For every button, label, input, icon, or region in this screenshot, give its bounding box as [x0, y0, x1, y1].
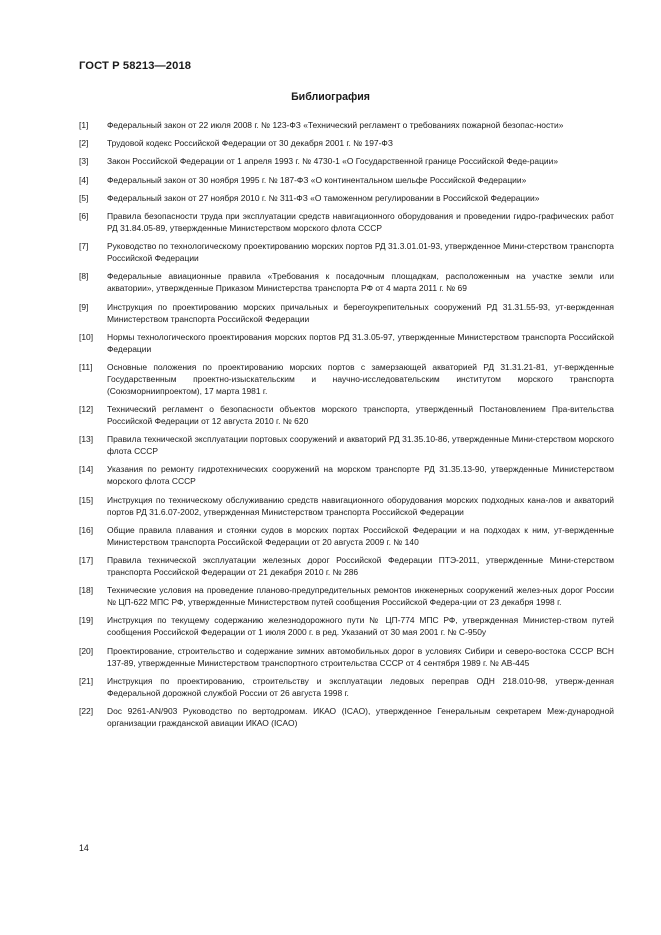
bibliography-entry	[79, 463, 614, 487]
entry-text: Закон Российской Федерации от 1 апреля 1993 г. № 4730-1 «О Государственной границе Российской Феде-рации»	[107, 156, 559, 167]
entry-text: Технический регламент о безопасности объектов морского транспорта, утвержденный Постановлением Пра-вительства Российской Федерации от 12 августа 2010 г. № 620	[107, 404, 614, 427]
bibliography-list	[79, 119, 614, 735]
bibliography-entry	[79, 433, 614, 457]
bibliography-entry	[79, 584, 614, 608]
bibliography-entry	[79, 361, 614, 397]
entry-number: [16]	[79, 524, 94, 535]
bibliography-entry	[79, 210, 614, 234]
entry-number: [4]	[79, 174, 89, 185]
entry-number: [14]	[79, 464, 94, 475]
bibliography-entry	[79, 174, 614, 186]
entry-number: [8]	[79, 271, 89, 282]
entry-number: [6]	[79, 210, 89, 221]
entry-text: Инструкция по проектированию морских причальных и берегоукрепительных сооружений РД 31.31.55-93, ут-вержденная Министерством транспорта Российской Федерации	[107, 301, 614, 324]
bibliography-entry	[79, 137, 614, 149]
entry-text: Федеральный закон от 30 ноября 1995 г. № 187-ФЗ «О континентальном шельфе Российской Федерации»	[107, 174, 527, 185]
entry-number: [2]	[79, 138, 89, 149]
entry-text: Федеральный закон от 22 июля 2008 г. № 123-ФЗ «Технический регламент о требованиях пожарной безопас-ности»	[107, 120, 564, 130]
page-number: 14	[79, 843, 89, 853]
entry-text: Общие правила плавания и стоянки судов в морских портах Российской Федерации и на подходах к ним, ут-вержденные Министерством транспорта Российской Федерации от 20 августа 2009 г. № 140	[107, 524, 614, 547]
entry-number: [7]	[79, 241, 89, 252]
entry-number: [22]	[79, 705, 94, 716]
bibliography-entry	[79, 403, 614, 427]
bibliography-entry	[79, 192, 614, 204]
entry-number: [11]	[79, 361, 93, 372]
bibliography-entry	[79, 301, 614, 325]
bibliography-entry	[79, 155, 614, 167]
entry-number: [3]	[79, 156, 89, 167]
entry-number: [1]	[79, 120, 89, 130]
entry-text: Инструкция по проектированию, строительству и эксплуатации ледовых переправ ОДН 218.010-98, утверж-денная Федеральной дорожной службой России от 26 августа 1998 г.	[107, 675, 614, 698]
entry-number: [19]	[79, 615, 94, 626]
bibliography-entry	[79, 524, 614, 548]
bibliography-entry	[79, 119, 614, 131]
bibliography-entry	[79, 240, 614, 264]
bibliography-entry	[79, 645, 614, 669]
entry-text: Основные положения по проектированию морских портов с замерзающей акваторией РД 31.31.21-81, ут-вержденные Государственным проектно-изыскательским и научно-исследовательским институтом морского транспорта (Союзморниипроектом), 17 марта 1981 г.	[107, 361, 614, 396]
entry-text: Правила технической эксплуатации портовых сооружений и акваторий РД 31.35.10-86, утвержденные Мини-стерством морского флота СССР	[107, 434, 614, 457]
bibliography-entry	[79, 675, 614, 699]
entry-number: [10]	[79, 331, 94, 342]
entry-text: Правила технической эксплуатации железных дорог Российской Федерации ПТЭ-2011, утвержденные Мини-стерством транспорта Российской Федерации от 21 декабря 2010 г. № 286	[107, 555, 614, 577]
bibliography-entry	[79, 614, 614, 638]
entry-text: Технические условия на проведение планово-предупредительных ремонтов инженерных сооружений желез-ных дорог России № ЦП-622 МПС РФ, утвержденные Министерством путей сообщения Российской Федера-ции от 23 декабря 1998 г.	[107, 585, 614, 608]
entry-number: [5]	[79, 192, 89, 203]
entry-text: Инструкция по текущему содержанию железнодорожного пути № ЦП-774 МПС РФ, утвержденная Министер-ством путей сообщения Российской Федерации от 1 июля 2000 г. в ред. Указаний от 30 мая 2001 г. № С-950у	[107, 615, 614, 638]
entry-number: [17]	[79, 555, 94, 565]
entry-text: Руководство по технологическому проектированию морских портов РД 31.3.01.01-93, утвержденное Мини-стерством транспорта Российской Федерации	[107, 241, 614, 264]
bibliography-entry	[79, 494, 614, 518]
entry-text: Нормы технологического проектирования морских портов РД 31.3.05-97, утвержденные Министерством транспорта Российской Федерации	[107, 331, 614, 354]
entry-number: [21]	[79, 675, 94, 686]
entry-number: [9]	[79, 301, 89, 312]
entry-text: Doc 9261-AN/903 Руководство по вертодромам. ИКАО (ICAO), утвержденное Генеральным секретарем Меж-дународной организации гражданской авиации ИКАО (ICAO)	[107, 705, 614, 728]
entry-text: Указания по ремонту гидротехнических сооружений на морском транспорте РД 31.35.13-90, утвержденные Министерством морского флота СССР	[107, 464, 614, 487]
bibliography-entry	[79, 705, 614, 729]
entry-text: Проектирование, строительство и содержание зимних автомобильных дорог в условиях Сибири и северо-востока СССР ВСН 137-89, утвержденные Министерством транспортного строительства СССР от 4 сентября 1989 г. № АВ-445	[107, 645, 614, 668]
entry-number: [20]	[79, 645, 94, 656]
entry-text: Инструкция по техническому обслуживанию средств навигационного оборудования морских подходных кана-лов и акваторий портов РД 31.6.07-2002, утвержденная Министерством транспорта Российской Федерации	[107, 494, 614, 517]
bibliography-entry	[79, 554, 614, 578]
standard-code-header: ГОСТ Р 58213—2018	[79, 60, 192, 72]
entry-number: [15]	[79, 494, 94, 505]
entry-text: Федеральные авиационные правила «Требования к посадочным площадкам, расположенным на участке земли или акватории», утвержденные Приказом Министерства транспорта РФ от 4 марта 2011 г. № 69	[107, 271, 614, 294]
entry-number: [12]	[79, 404, 94, 415]
bibliography-entry	[79, 331, 614, 355]
entry-text: Правила безопасности труда при эксплуатации средств навигационного оборудования и проведении гидро-графических работ РД 31.84.05-89, утвержденные Министерством морского флота СССР	[107, 210, 614, 233]
section-title: Библиография	[291, 91, 370, 103]
entry-text: Трудовой кодекс Российской Федерации от 30 декабря 2001 г. № 197-ФЗ	[107, 138, 393, 149]
bibliography-entry	[79, 270, 614, 294]
entry-number: [13]	[79, 434, 94, 445]
entry-number: [18]	[79, 585, 94, 596]
entry-text: Федеральный закон от 27 ноября 2010 г. № 311-ФЗ «О таможенном регулировании в Российской Федерации»	[107, 192, 540, 203]
